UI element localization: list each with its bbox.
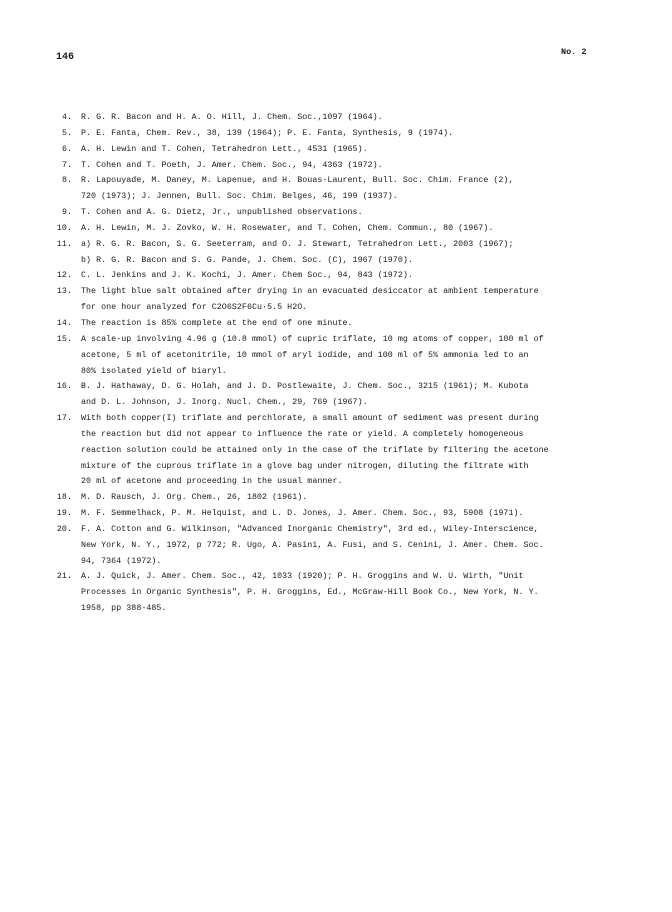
reference-item	[56, 332, 646, 380]
reference-text	[81, 490, 646, 506]
reference-line: A. J. Quick, J. Amer. Chem. Soc., 42, 1033 (1920); P. H. Groggins and W. U. Wirth, "Unit	[81, 572, 524, 582]
reference-item	[56, 237, 646, 269]
reference-text	[81, 522, 646, 570]
reference-item	[56, 490, 646, 506]
reference-line: and D. L. Johnson, J. Inorg. Nucl. Chem., 29, 769 (1967).	[81, 398, 368, 408]
reference-line: for one hour analyzed for C2O6S2F6Cu·5.5 H2O.	[81, 303, 308, 313]
reference-line: mixture of the cuprous triflate in a glove bag under nitrogen, diluting the filtrate with	[81, 461, 529, 471]
reference-text	[81, 237, 646, 269]
reference-text	[81, 142, 646, 158]
reference-line: A. H. Lewin and T. Cohen, Tetrahedron Lett., 4531 (1965).	[81, 144, 368, 154]
reference-number: 13.	[56, 287, 72, 297]
reference-line: A. H. Lewin, M. J. Zovko, W. H. Rosewater, and T. Cohen, Chem. Commun., 80 (1967).	[81, 223, 494, 233]
reference-number: 20.	[56, 524, 72, 534]
reference-line: The reaction is 85% complete at the end of one minute.	[81, 318, 353, 328]
reference-item	[56, 142, 646, 158]
reference-item	[56, 284, 646, 316]
reference-number: 19.	[56, 509, 72, 519]
reference-line: R. Lapouyade, M. Daney, M. Lapenue, and H. Bouas-Laurent, Bull. Soc. Chim. France (2),	[81, 176, 514, 186]
reference-line: With both copper(I) triflate and perchlorate, a small amount of sediment was present during	[81, 414, 539, 424]
reference-number: 4.	[61, 113, 72, 122]
reference-line: a) R. G. R. Bacon, S. G. Seeterram, and O. J. Stewart, Tetrahedron Lett., 2003 (1967);	[81, 239, 514, 249]
reference-line: F. A. Cotton and G. Wilkinson, "Advanced Inorganic Chemistry", 3rd ed., Wiley-Interscience,	[81, 524, 539, 534]
reference-line: the reaction but did not appear to influence the rate or yield. A completely homogeneous	[81, 429, 524, 439]
issue-label: No. 2	[561, 47, 587, 57]
reference-text	[81, 221, 646, 237]
reference-number: 11.	[56, 239, 72, 249]
reference-item	[56, 569, 646, 617]
page-number: 146	[56, 52, 75, 63]
reference-text	[81, 173, 646, 205]
reference-text	[81, 110, 646, 126]
reference-item	[56, 268, 646, 284]
reference-text	[81, 205, 646, 221]
reference-number: 18.	[56, 493, 72, 503]
reference-line: M. F. Semmelhack, P. M. Helquist, and L. D. Jones, J. Amer. Chem. Soc., 93, 5908 (1971).	[81, 509, 524, 519]
reference-text	[81, 284, 646, 316]
reference-line: R. G. R. Bacon and H. A. O. Hill, J. Chem. Soc.,1097 (1964).	[81, 113, 383, 122]
reference-line: New York, N. Y., 1972, p 772; R. Ugo, A. Pasini, A. Fusi, and S. Cenini, J. Amer. Chem. Soc.	[81, 540, 544, 550]
reference-number: 21.	[56, 572, 72, 582]
reference-item	[56, 506, 646, 522]
reference-item	[56, 126, 646, 142]
reference-number: 9.	[61, 208, 72, 218]
reference-list	[56, 110, 646, 617]
reference-line: M. D. Rausch, J. Org. Chem., 26, 1802 (1961).	[81, 493, 308, 503]
reference-line: 1958, pp 388-485.	[81, 604, 167, 614]
reference-item	[56, 173, 646, 205]
reference-number: 6.	[61, 144, 72, 154]
reference-text	[81, 506, 646, 522]
reference-number: 12.	[56, 271, 72, 281]
reference-item	[56, 110, 646, 126]
reference-text	[81, 158, 646, 174]
reference-line: B. J. Hathaway, D. G. Holah, and J. D. Postlewaite, J. Chem. Soc., 3215 (1961); M. Kubota	[81, 382, 529, 392]
reference-text	[81, 411, 646, 490]
reference-line: b) R. G. R. Bacon and S. G. Pande, J. Chem. Soc. (C), 1967 (1970).	[81, 255, 413, 265]
reference-text	[81, 268, 646, 284]
reference-item	[56, 379, 646, 411]
reference-line: reaction solution could be attained only in the case of the triflate by filtering the acetone	[81, 445, 549, 455]
reference-text	[81, 332, 646, 380]
reference-number: 15.	[56, 334, 72, 344]
reference-item	[56, 522, 646, 570]
reference-line: A scale-up involving 4.96 g (10.8 mmol) of cupric triflate, 10 mg atoms of copper, 100 ml of	[81, 334, 544, 344]
reference-line: 20 ml of acetone and proceeding in the usual manner.	[81, 477, 343, 487]
reference-text	[81, 126, 646, 142]
reference-item	[56, 316, 646, 332]
reference-item	[56, 221, 646, 237]
reference-line: Processes in Organic Synthesis", P. H. Groggins, Ed., McGraw-Hill Book Co., New York, N. Y.	[81, 588, 539, 598]
reference-number: 14.	[56, 318, 72, 328]
reference-line: P. E. Fanta, Chem. Rev., 38, 139 (1964); P. E. Fanta, Synthesis, 9 (1974).	[81, 128, 454, 138]
reference-text	[81, 379, 646, 411]
reference-line: T. Cohen and T. Poeth, J. Amer. Chem. Soc., 94, 4363 (1972).	[81, 160, 383, 170]
reference-item	[56, 158, 646, 174]
reference-number: 16.	[56, 382, 72, 392]
reference-number: 5.	[61, 128, 72, 138]
reference-text	[81, 316, 646, 332]
reference-line: 94, 7364 (1972).	[81, 556, 162, 566]
reference-line: 720 (1973); J. Jennen, Bull. Soc. Chim. Belges, 46, 199 (1937).	[81, 192, 398, 202]
reference-line: The light blue salt obtained after drying in an evacuated desiccator at ambient temperature	[81, 287, 539, 297]
reference-line: acetone, 5 ml of acetonitrile, 10 mmol of aryl iodide, and 100 ml of 5% ammonia led to an	[81, 350, 529, 360]
reference-item	[56, 205, 646, 221]
reference-text	[81, 569, 646, 617]
reference-item	[56, 411, 646, 490]
reference-number: 7.	[61, 160, 72, 170]
reference-number: 8.	[61, 176, 72, 186]
reference-number: 17.	[56, 414, 72, 424]
reference-number: 10.	[56, 223, 72, 233]
reference-line: C. L. Jenkins and J. K. Kochi, J. Amer. Chem Soc., 94, 843 (1972).	[81, 271, 413, 281]
reference-line: 80% isolated yield of biaryl.	[81, 366, 227, 376]
reference-line: T. Cohen and A. G. Dietz, Jr., unpublished observations.	[81, 208, 363, 218]
